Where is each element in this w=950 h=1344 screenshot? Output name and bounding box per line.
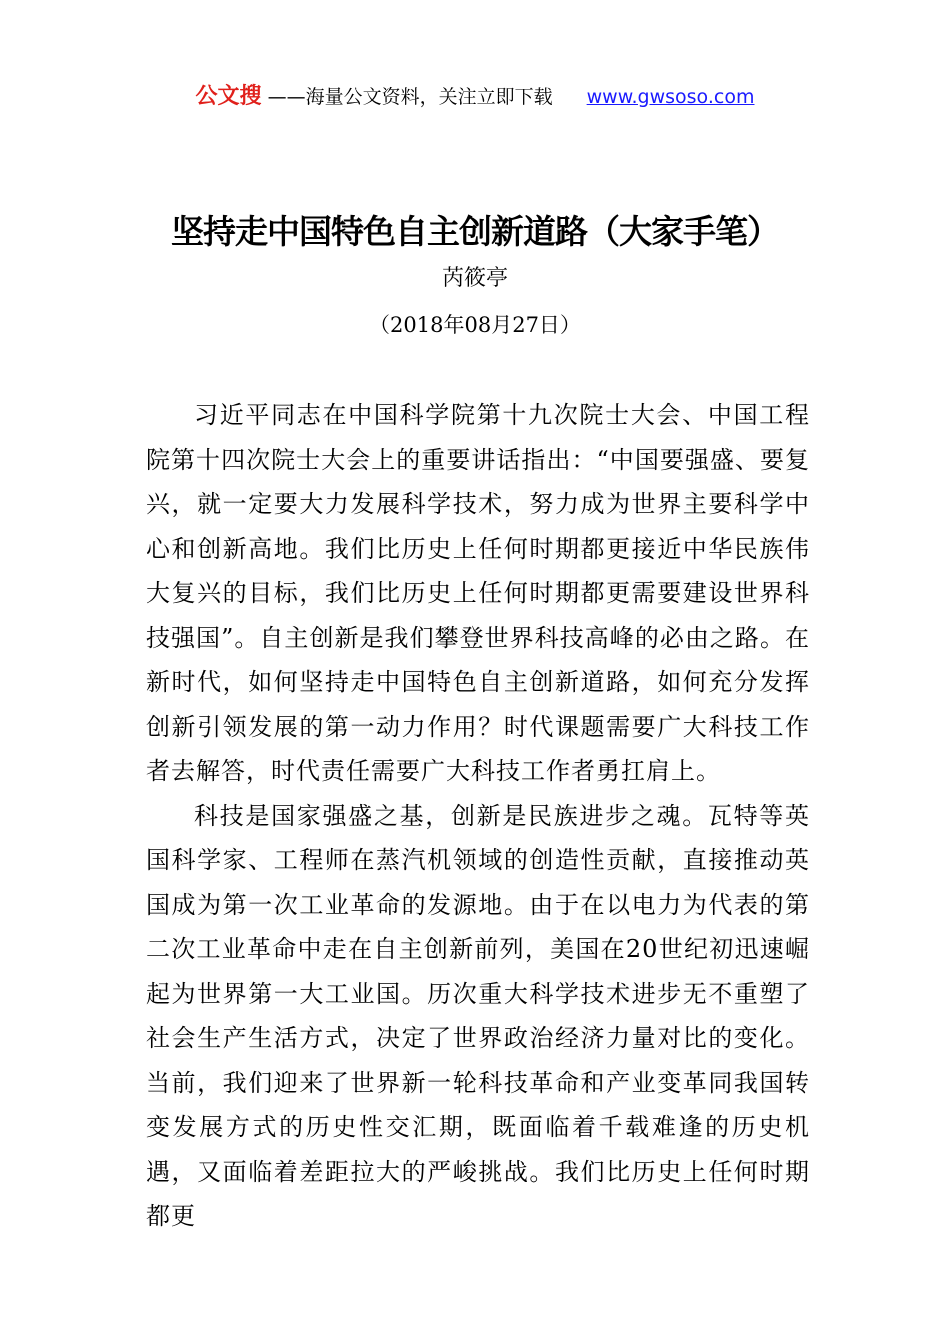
page-header (0, 84, 950, 110)
paragraph: 科技是国家强盛之基，创新是民族进步之魂。瓦特等英国科学家、工程师在蒸汽机领域的创造性贡献，直接推动英国成为第一次工业革命的发源地。由于在以电力为代表的第二次工业革命中走在自主创新前列，美国在20世纪初迅速崛起为世界第一大工业国。历次重大科学技术进步无不重塑了社会生产生活方式，决定了世界政治经济力量对比的变化。当前，我们迎来了世界新一轮科技革命和产业变革同我国转变发展方式的历史性交汇期，既面临着千载难逢的历史机遇，又面临着差距拉大的严峻挑战。我们比历史上任何时期都更 (146, 801, 810, 1230)
article-title: 坚持走中国特色自主创新道路（大家手笔） (171, 212, 779, 251)
article-body (146, 393, 810, 1239)
paragraph: 习近平同志在中国科学院第十九次院士大会、中国工程院第十四次院士大会上的重要讲话指出：“中国要强盛、要复兴，就一定要大力发展科学技术，努力成为世界主要科学中心和创新高地。我们比历史上任何时期都更接近中华民族伟大复兴的目标，我们比历史上任何时期都更需要建设世界科技强国”。自主创新是我们攀登世界科技高峰的必由之路。在新时代，如何坚持走中国特色自主创新道路，如何充分发挥创新引领发展的第一动力作用？时代课题需要广大科技工作者去解答，时代责任需要广大科技工作者勇扛肩上。 (146, 401, 810, 785)
article-author: 芮筱亭 (441, 266, 508, 291)
brand-logo-text: 公文搜 (195, 84, 262, 109)
website-link[interactable]: www.gwsoso.com (586, 86, 755, 108)
header-slogan: ——海量公文资料，关注立即下载 (267, 86, 553, 108)
article-date: （2018年08月27日） (369, 313, 581, 337)
